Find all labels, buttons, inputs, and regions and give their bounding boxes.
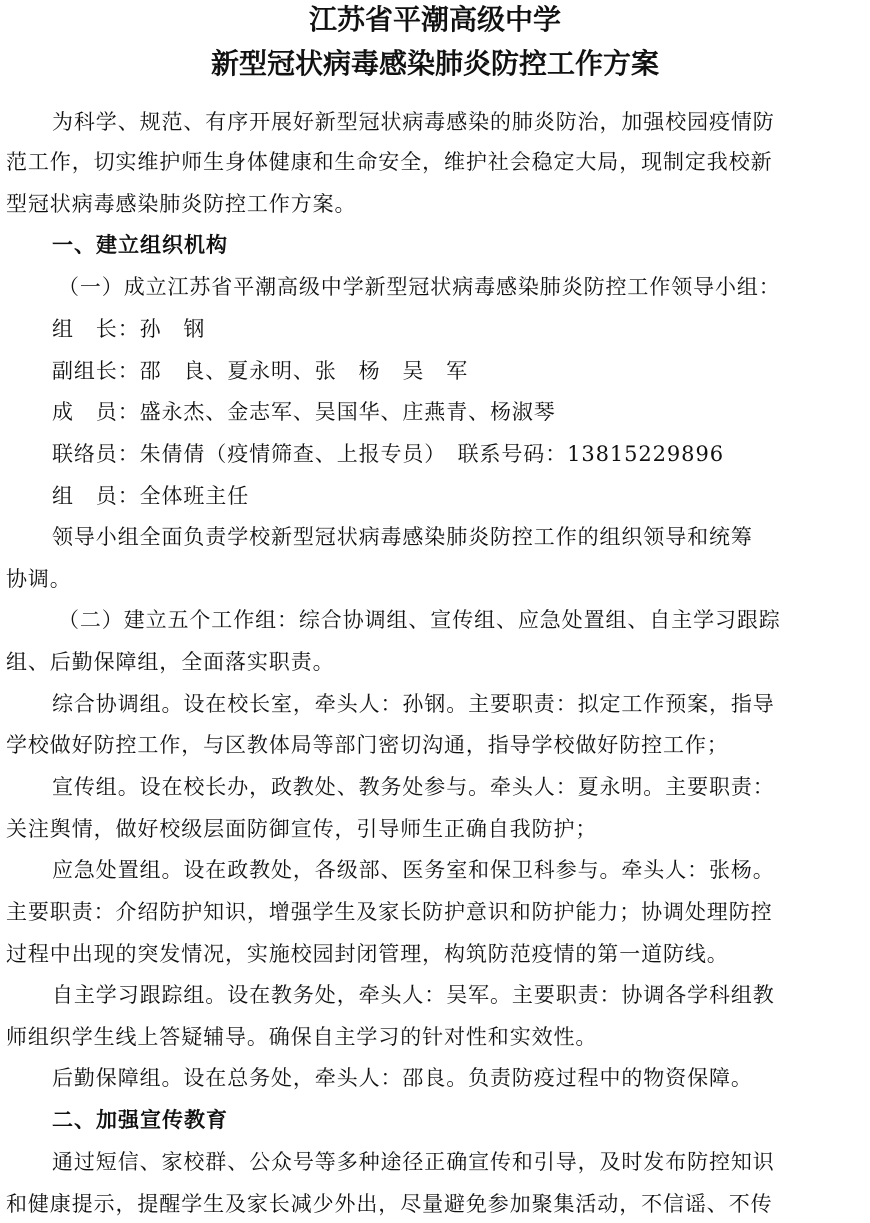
paragraph-line: 宣传组。设在校长办，政教处、教务处参与。牵头人：夏永明。主要职责： (52, 775, 775, 799)
paragraph-line: 为科学、规范、有序开展好新型冠状病毒感染的肺炎防治，加强校园疫情防 (52, 110, 775, 134)
paragraph-line: 过程中出现的突发情况，实施校园封闭管理，构筑防范疫情的第一道防线。 (6, 942, 729, 966)
section-heading: 一、建立组织机构 (52, 233, 228, 257)
paragraph-line: 副组长：邵 良、夏永明、张 杨 吴 军 (52, 359, 469, 383)
paragraph-line: 组 长：孙 钢 (52, 317, 206, 341)
paragraph-line: 师组织学生线上答疑辅导。确保自主学习的针对性和实效性。 (6, 1025, 598, 1049)
paragraph-line: 学校做好防控工作，与区教体局等部门密切沟通，指导学校做好防控工作； (6, 733, 729, 757)
paragraph-line: （二）建立五个工作组：综合协调组、宣传组、应急处置组、自主学习跟踪 (58, 608, 781, 632)
paragraph-line: 后勤保障组。设在总务处，牵头人：邵良。负责防疫过程中的物资保障。 (52, 1066, 753, 1090)
paragraph-line: 综合协调组。设在校长室，牵头人：孙钢。主要职责：拟定工作预案，指导 (52, 692, 775, 716)
paragraph-line: （一）成立江苏省平潮高级中学新型冠状病毒感染肺炎防控工作领导小组： (58, 275, 781, 299)
paragraph-line: 主要职责：介绍防护知识，增强学生及家长防护意识和防护能力；协调处理防控 (6, 900, 773, 924)
paragraph-line: 型冠状病毒感染肺炎防控工作方案。 (6, 192, 357, 216)
paragraph-line: 协调。 (6, 567, 72, 591)
paragraph-line: 组 员：全体班主任 (52, 484, 250, 508)
paragraph-line: 领导小组全面负责学校新型冠状病毒感染肺炎防控工作的组织领导和统筹 (52, 525, 753, 549)
section-heading: 二、加强宣传教育 (52, 1108, 228, 1132)
paragraph-line: 成 员：盛永杰、金志军、吴国华、庄燕青、杨淑琴 (52, 400, 556, 424)
document-title-line-2: 新型冠状病毒感染肺炎防控工作方案 (210, 47, 659, 80)
paragraph-line: 范工作，切实维护师生身体健康和生命安全，维护社会稳定大局，现制定我校新 (6, 150, 773, 174)
paragraph-line: 联络员：朱倩倩（疫情筛查、上报专员） 联系号码：13815229896 (52, 442, 724, 466)
paragraph-line: 和健康提示，提醒学生及家长减少外出，尽量避免参加聚集活动，不信谣、不传 (6, 1192, 773, 1216)
paragraph-line: 自主学习跟踪组。设在教务处，牵头人：吴军。主要职责：协调各学科组教 (52, 983, 775, 1007)
paragraph-line: 组、后勤保障组，全面落实职责。 (6, 650, 335, 674)
paragraph-line: 关注舆情，做好校级层面防御宣传，引导师生正确自我防护； (6, 817, 598, 841)
paragraph-line: 通过短信、家校群、公众号等多种途径正确宣传和引导，及时发布防控知识 (52, 1150, 775, 1174)
document-title-line-1: 江苏省平潮高级中学 (308, 3, 561, 36)
paragraph-line: 应急处置组。设在政教处，各级部、医务室和保卫科参与。牵头人：张杨。 (52, 858, 775, 882)
